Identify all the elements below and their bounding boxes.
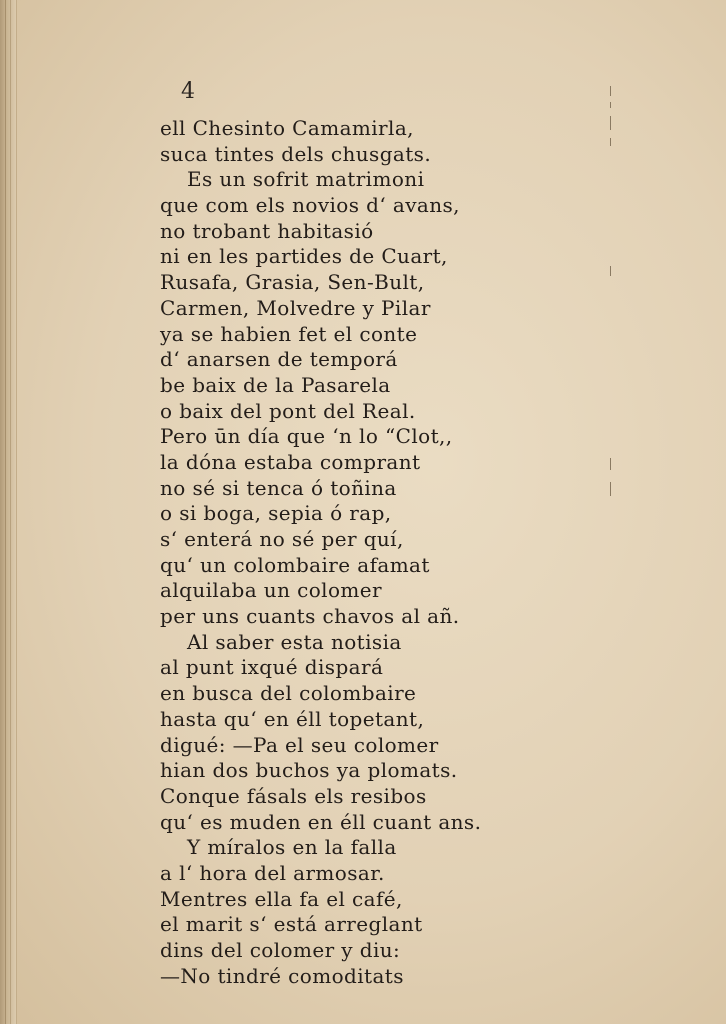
poem-line: dins del colomer y diu: (160, 938, 401, 962)
poem-line: no trobant habitasió (160, 218, 374, 243)
poem-line: al punt ixqué dispará (160, 655, 384, 680)
poem-line: Al saber esta notisia (187, 629, 402, 654)
poem-line: la dóna estaba comprant (160, 449, 421, 474)
poem-line: Conque fásals els resibos (160, 783, 427, 808)
poem-line: Y míralos en la falla (187, 835, 397, 860)
poem-line: per uns cuants chavos al añ. (160, 604, 460, 629)
poem-line: a l‘ hora del armosar. (160, 860, 385, 885)
poem-line: ell Chesinto Camamirla, (160, 116, 414, 140)
poem-line: Es un sofrit matrimoni (187, 167, 425, 192)
poem-line: en busca del colombaire (160, 681, 417, 706)
poem-line: qu‘ un colombaire afamat (160, 552, 430, 577)
poem-line: hian dos buchos ya plomats. (160, 758, 458, 783)
poem-line: o baix del pont del Real. (160, 398, 416, 423)
poem-line: el marit s‘ está arreglant (160, 912, 423, 937)
poem-line: no sé si tenca ó toñina (160, 475, 397, 500)
poem-line: o si boga, sepia ó rap, (160, 501, 392, 526)
poem-line: que com els novios d‘ avans, (160, 193, 460, 218)
poem-line: Mentres ella fa el café, (160, 886, 403, 911)
poem-line: d‘ anarsen de temporá (160, 347, 398, 372)
margin-marks (606, 86, 616, 546)
poem-line: Rusafa, Grasia, Sen-Bult, (160, 270, 425, 295)
poem-line: Carmen, Molvedre y Pilar (160, 295, 431, 320)
binding-edge (0, 0, 17, 1024)
poem-line: hasta qu‘ en éll topetant, (160, 706, 425, 731)
poem-line: alquilaba un colomer (160, 578, 382, 603)
page-number: 4 (181, 79, 195, 104)
poem-line: ya se habien fet el conte (160, 321, 418, 346)
poem-line: —No tindré comoditats (160, 963, 404, 988)
poem-line: digué: —Pa el seu colomer (160, 732, 439, 757)
poem-line: s‘ enterá no sé per quí, (160, 527, 404, 551)
poem-text (160, 116, 580, 989)
poem-line: ni en les partides de Cuart, (160, 244, 448, 269)
poem-line: be baix de la Pasarela (160, 372, 391, 397)
poem-line: suca tintes dels chusgats. (160, 141, 432, 166)
poem-line: qu‘ es muden en éll cuant ans. (160, 809, 482, 834)
poem-line: Pero ūn día que ‘n lo “Clot,, (160, 424, 453, 449)
